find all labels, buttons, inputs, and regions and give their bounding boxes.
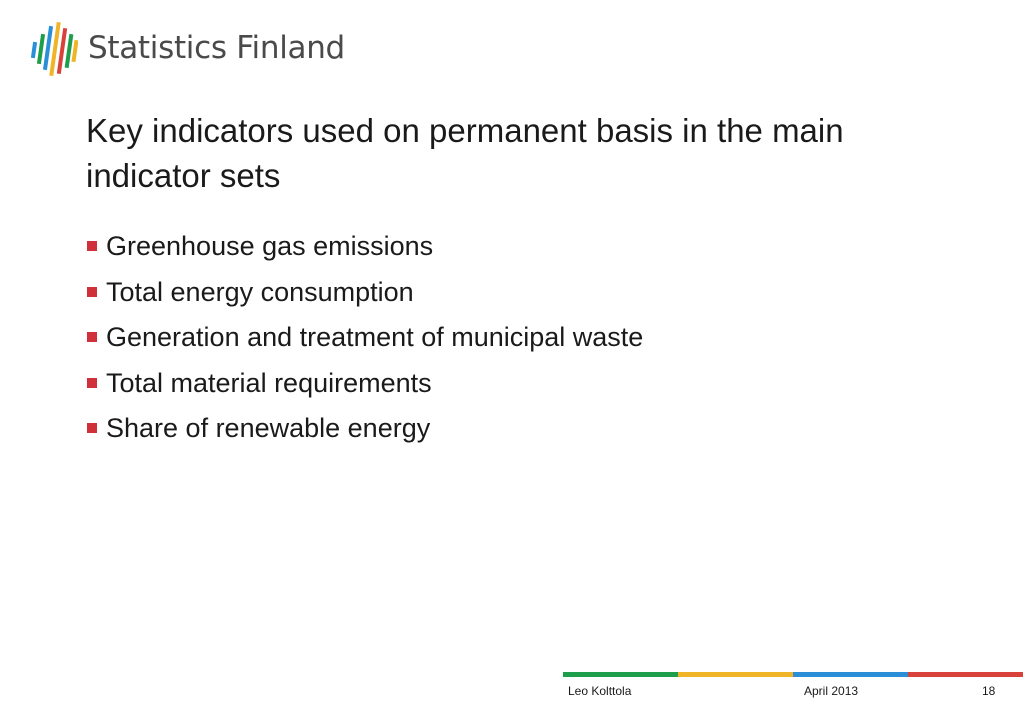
slide-title: Key indicators used on permanent basis in the main indicator sets bbox=[86, 112, 844, 194]
footer-author: Leo Kolttola bbox=[568, 684, 632, 698]
footer-date: April 2013 bbox=[804, 684, 859, 698]
bullet-text: Share of renewable energy bbox=[106, 413, 431, 443]
bullet-item bbox=[87, 274, 643, 320]
footer-page-number: 18 bbox=[982, 684, 996, 698]
square-bullet-icon bbox=[87, 287, 97, 297]
footer-bar-segment-red bbox=[908, 672, 1023, 677]
bullet-text: Total material requirements bbox=[106, 367, 432, 398]
square-bullet-icon bbox=[87, 378, 97, 388]
footer-color-bar bbox=[563, 672, 1023, 677]
bullet-item bbox=[87, 319, 643, 365]
bullet-text: Total energy consumption bbox=[106, 276, 414, 307]
bullet-item bbox=[87, 228, 643, 274]
logo-text: Statistics Finland bbox=[88, 30, 345, 66]
square-bullet-icon bbox=[87, 332, 97, 342]
square-bullet-icon bbox=[87, 423, 97, 433]
square-bullet-icon bbox=[87, 241, 97, 251]
bullet-text: Greenhouse gas emissions bbox=[106, 231, 434, 261]
bullet-item bbox=[87, 365, 643, 411]
footer-bar-segment-green bbox=[563, 672, 678, 677]
bullet-text: Generation and treatment of municipal waste bbox=[106, 322, 644, 352]
footer-bar-segment-blue bbox=[793, 672, 908, 677]
footer-bar-segment-yellow bbox=[678, 672, 793, 677]
bullet-list bbox=[87, 228, 643, 456]
statistics-finland-logo-icon bbox=[30, 20, 78, 82]
bullet-item bbox=[87, 410, 643, 456]
